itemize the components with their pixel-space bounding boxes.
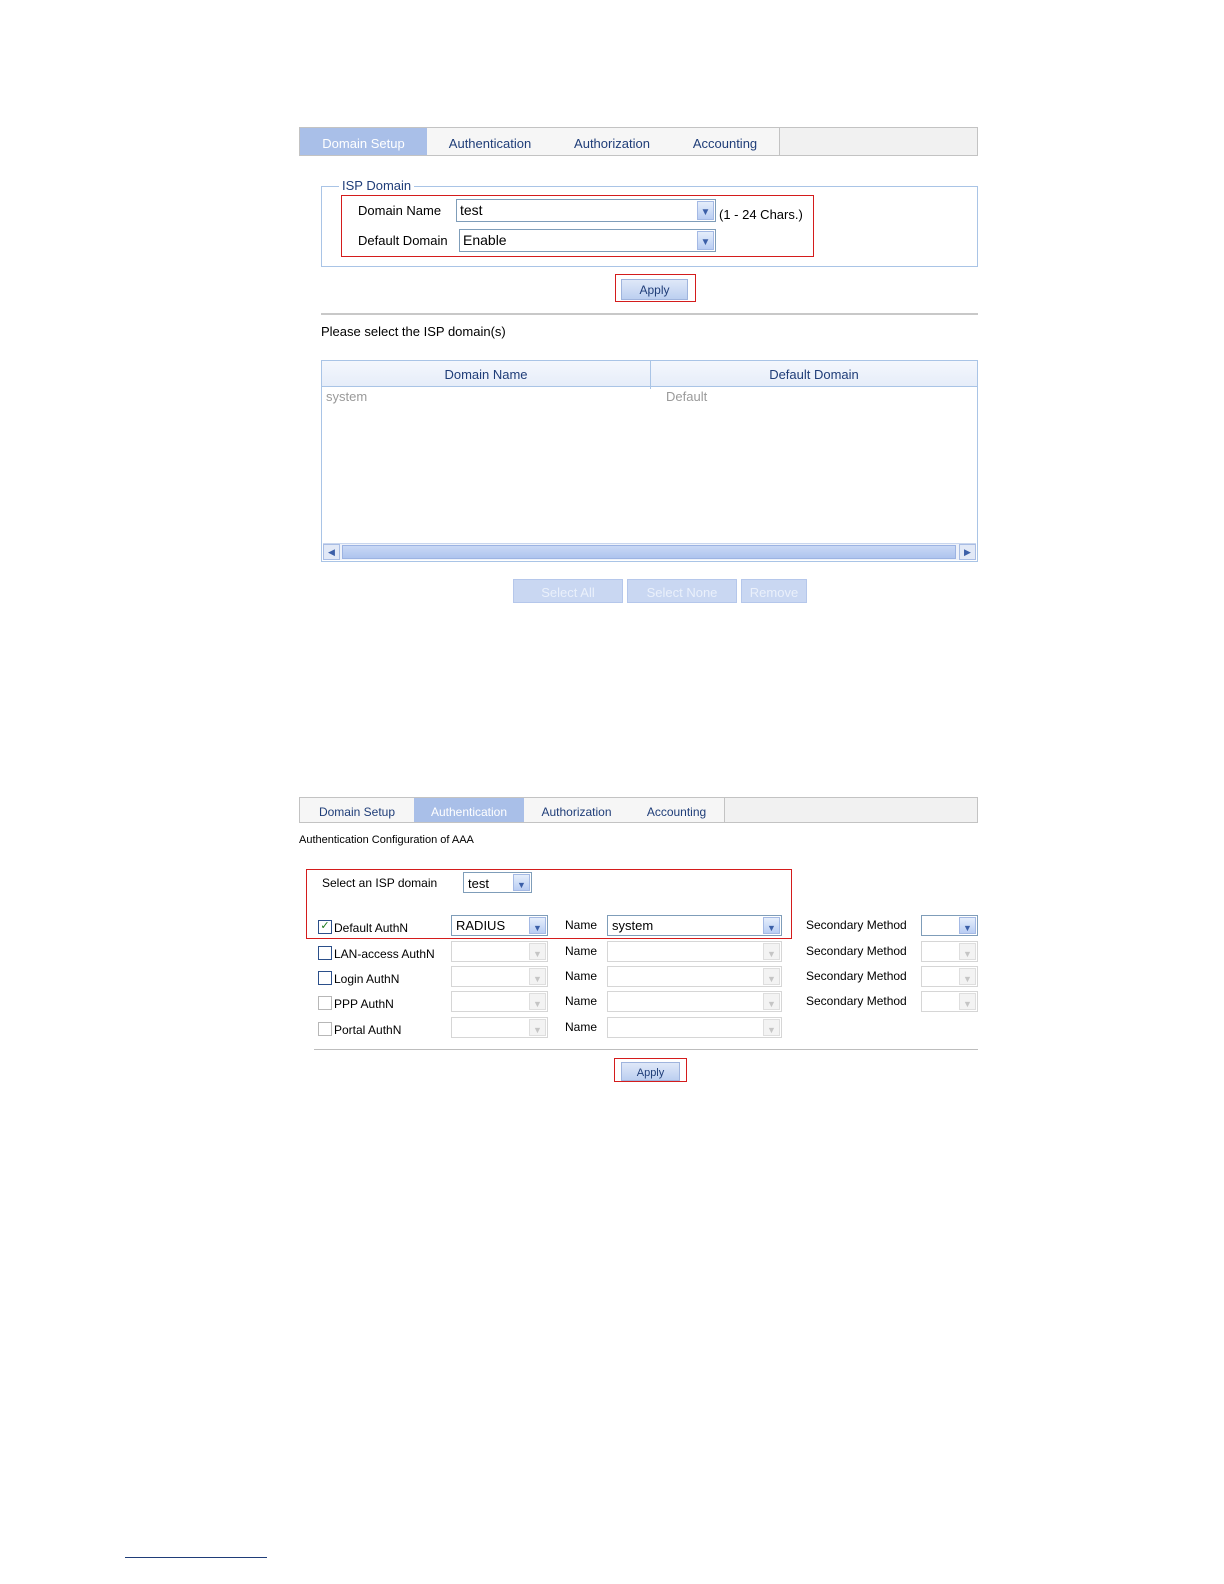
secondary-method-label: Secondary Method <box>806 994 907 1008</box>
name-label: Name <box>565 944 598 958</box>
arrow-right-icon[interactable]: ▶ <box>959 544 976 560</box>
checkbox-box[interactable] <box>318 946 332 960</box>
checkbox-box[interactable] <box>318 971 332 985</box>
authn-row-label: Portal AuthN <box>334 1023 402 1037</box>
domain-name-label: Domain Name <box>358 203 442 218</box>
chevron-down-icon[interactable]: ▼ <box>529 968 546 985</box>
authn-row-label: Login AuthN <box>334 972 400 986</box>
chevron-down-icon[interactable]: ▼ <box>763 968 780 985</box>
arrow-left-icon[interactable]: ◀ <box>323 544 340 560</box>
checkbox-lan-access-authn[interactable] <box>318 946 332 960</box>
chevron-down-icon[interactable]: ▼ <box>697 231 714 250</box>
isp-domain-select[interactable] <box>463 872 532 893</box>
isp-domain-label: Select an ISP domain <box>322 876 438 890</box>
domain-table <box>321 360 978 562</box>
chevron-down-icon[interactable]: ▼ <box>959 968 976 985</box>
isp-domain-legend: ISP Domain <box>339 178 414 193</box>
method-select[interactable] <box>451 915 548 936</box>
method-select[interactable] <box>451 991 548 1012</box>
method-select[interactable] <box>451 966 548 987</box>
name-value: system <box>612 918 654 933</box>
chevron-down-icon[interactable]: ▼ <box>529 1019 546 1036</box>
remove-button[interactable]: Remove <box>741 579 807 603</box>
tab-authentication[interactable]: Authentication <box>427 128 554 155</box>
horizontal-scrollbar[interactable] <box>323 543 976 560</box>
authn-row-label: PPP AuthN <box>334 997 394 1011</box>
tab-authorization[interactable]: Authorization <box>553 128 672 155</box>
apply-button[interactable]: Apply <box>621 279 688 300</box>
name-label: Name <box>565 994 598 1008</box>
chevron-down-icon[interactable]: ▼ <box>959 943 976 960</box>
method-select[interactable] <box>451 1017 548 1038</box>
chevron-down-icon[interactable]: ▼ <box>763 943 780 960</box>
tab-bar-2 <box>299 797 978 823</box>
name-select[interactable] <box>607 915 782 936</box>
secondary-method-label: Secondary Method <box>806 969 907 983</box>
name-label: Name <box>565 969 598 983</box>
name-select[interactable] <box>607 966 782 987</box>
name-select[interactable] <box>607 1017 782 1038</box>
select-none-button[interactable]: Select None <box>627 579 737 603</box>
chevron-down-icon[interactable]: ▼ <box>959 917 976 934</box>
select-all-button[interactable]: Select All <box>513 579 623 603</box>
secondary-method-select[interactable] <box>921 966 978 987</box>
default-domain-select[interactable] <box>459 229 716 252</box>
authn-row-label: LAN-access AuthN <box>334 947 435 961</box>
checkbox-box[interactable] <box>318 996 332 1010</box>
chevron-down-icon[interactable]: ▼ <box>959 993 976 1010</box>
tab-authentication[interactable]: Authentication <box>414 798 525 822</box>
chevron-down-icon[interactable]: ▼ <box>697 201 714 220</box>
secondary-method-label: Secondary Method <box>806 918 907 932</box>
cell-domain-name: system <box>326 389 368 404</box>
table-header <box>322 361 977 387</box>
chevron-down-icon[interactable]: ▼ <box>529 993 546 1010</box>
footnote-separator <box>125 1557 267 1558</box>
checkbox-ppp-authn[interactable] <box>318 996 332 1010</box>
secondary-method-label: Secondary Method <box>806 944 907 958</box>
tab-domain-setup[interactable]: Domain Setup <box>300 128 428 155</box>
chevron-down-icon[interactable]: ▼ <box>763 1019 780 1036</box>
authn-row-label: Default AuthN <box>334 921 409 935</box>
table-row[interactable] <box>322 388 977 406</box>
chevron-down-icon[interactable]: ▼ <box>529 943 546 960</box>
divider <box>321 313 978 315</box>
checkbox-portal-authn[interactable] <box>318 1022 332 1036</box>
chevron-down-icon[interactable]: ▼ <box>513 874 530 891</box>
default-domain-value: Enable <box>463 232 507 248</box>
name-label: Name <box>565 1020 598 1034</box>
isp-domain-value: test <box>468 876 489 891</box>
name-label: Name <box>565 918 598 932</box>
cell-default-domain: Default <box>666 389 708 404</box>
checkmark-icon[interactable]: ✓ <box>318 920 332 934</box>
domain-name-hint: (1 - 24 Chars.) <box>719 207 803 222</box>
divider <box>314 1049 978 1050</box>
name-select[interactable] <box>607 991 782 1012</box>
apply-button[interactable]: Apply <box>621 1062 680 1081</box>
tab-authorization[interactable]: Authorization <box>524 798 630 822</box>
select-prompt: Please select the ISP domain(s) <box>321 324 506 339</box>
secondary-method-select[interactable] <box>921 915 978 936</box>
tab-bar <box>299 127 978 156</box>
domain-name-value: test <box>460 202 483 218</box>
tab-accounting[interactable]: Accounting <box>629 798 725 822</box>
column-header-domain-name[interactable]: Domain Name <box>322 361 651 389</box>
column-header-default-domain[interactable]: Default Domain <box>769 367 859 382</box>
chevron-down-icon[interactable]: ▼ <box>763 917 780 934</box>
chevron-down-icon[interactable]: ▼ <box>763 993 780 1010</box>
tab-domain-setup[interactable]: Domain Setup <box>300 798 415 822</box>
page-heading: Authentication Configuration of AAA <box>299 834 474 846</box>
checkbox-box[interactable] <box>318 1022 332 1036</box>
secondary-method-select[interactable] <box>921 941 978 962</box>
checkbox-login-authn[interactable] <box>318 971 332 985</box>
secondary-method-select[interactable] <box>921 991 978 1012</box>
domain-name-combo[interactable] <box>456 199 716 222</box>
method-select[interactable] <box>451 941 548 962</box>
default-domain-label: Default Domain <box>358 233 448 248</box>
method-value: RADIUS <box>456 918 506 933</box>
chevron-down-icon[interactable]: ▼ <box>529 917 546 934</box>
checkbox-default-authn[interactable] <box>318 920 332 934</box>
tab-accounting[interactable]: Accounting <box>671 128 780 155</box>
scrollbar-thumb[interactable] <box>342 545 956 559</box>
name-select[interactable] <box>607 941 782 962</box>
